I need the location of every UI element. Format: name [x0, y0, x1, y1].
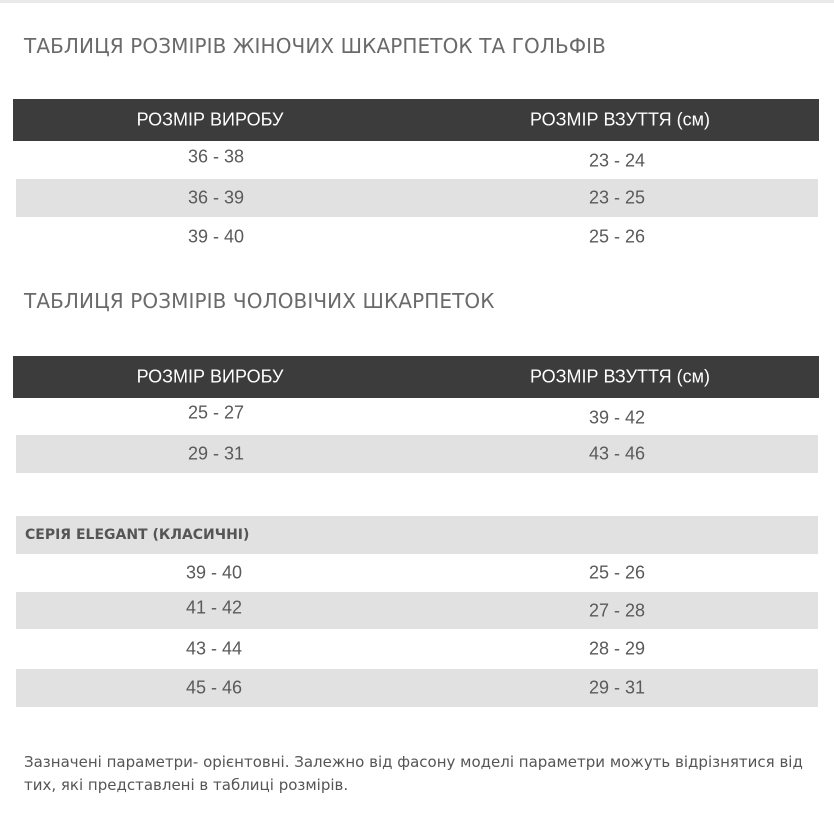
- women-table-header: [13, 99, 819, 141]
- men-table-title: ТАБЛИЦЯ РОЗМІРІВ ЧОЛОВІЧИХ ШКАРПЕТОК: [24, 289, 495, 313]
- product-size-cell: 43 - 44: [185, 638, 243, 659]
- table-row: [16, 217, 818, 257]
- table-row: [16, 435, 818, 473]
- product-size-cell: 39 - 40: [185, 562, 243, 583]
- elegant-series-title: СЕРІЯ ELEGANT (КЛАСИЧНІ): [25, 527, 250, 543]
- shoe-size-cell: 39 - 42: [588, 407, 646, 427]
- table-row: [16, 592, 818, 629]
- product-size-cell: 29 - 31: [187, 443, 245, 464]
- table-row: [16, 179, 818, 217]
- shoe-size-cell: 23 - 24: [588, 150, 646, 171]
- size-disclaimer-note: Зазначені параметри- орієнтовні. Залежно від фасону моделі параметри можуть відрізнятися від тих, які представлені в таблиці розмірів.: [24, 753, 803, 794]
- product-size-cell: 25 - 27: [187, 402, 245, 422]
- shoe-size-cell: 27 - 28: [588, 600, 646, 620]
- header-product-size: РОЗМІР ВИРОБУ: [136, 366, 284, 387]
- table-row: [16, 669, 818, 707]
- header-shoe-size: РОЗМІР ВЗУТТЯ (см): [530, 109, 710, 130]
- shoe-size-cell: 28 - 29: [588, 638, 646, 659]
- table-row: [16, 554, 818, 592]
- product-size-cell: 39 - 40: [187, 226, 245, 247]
- product-size-cell: 41 - 42: [185, 597, 243, 617]
- product-size-cell: 36 - 39: [187, 187, 245, 208]
- product-size-cell: 36 - 38: [187, 146, 245, 167]
- product-size-cell: 45 - 46: [185, 677, 243, 698]
- header-shoe-size: РОЗМІР ВЗУТТЯ (см): [530, 366, 710, 387]
- women-table-title: ТАБЛИЦЯ РОЗМІРІВ ЖІНОЧИХ ШКАРПЕТОК ТА ГОЛЬФІВ: [24, 34, 606, 58]
- table-row: [16, 629, 818, 669]
- table-row: [16, 141, 818, 179]
- top-divider: [0, 0, 834, 3]
- shoe-size-cell: 29 - 31: [588, 677, 646, 698]
- header-product-size: РОЗМІР ВИРОБУ: [136, 109, 284, 130]
- table-row: [16, 398, 818, 435]
- shoe-size-cell: 23 - 25: [588, 187, 646, 208]
- elegant-series-header: [16, 516, 818, 554]
- shoe-size-cell: 25 - 26: [588, 562, 646, 583]
- shoe-size-cell: 43 - 46: [588, 443, 646, 464]
- shoe-size-cell: 25 - 26: [588, 226, 646, 247]
- men-table-header: [13, 356, 819, 398]
